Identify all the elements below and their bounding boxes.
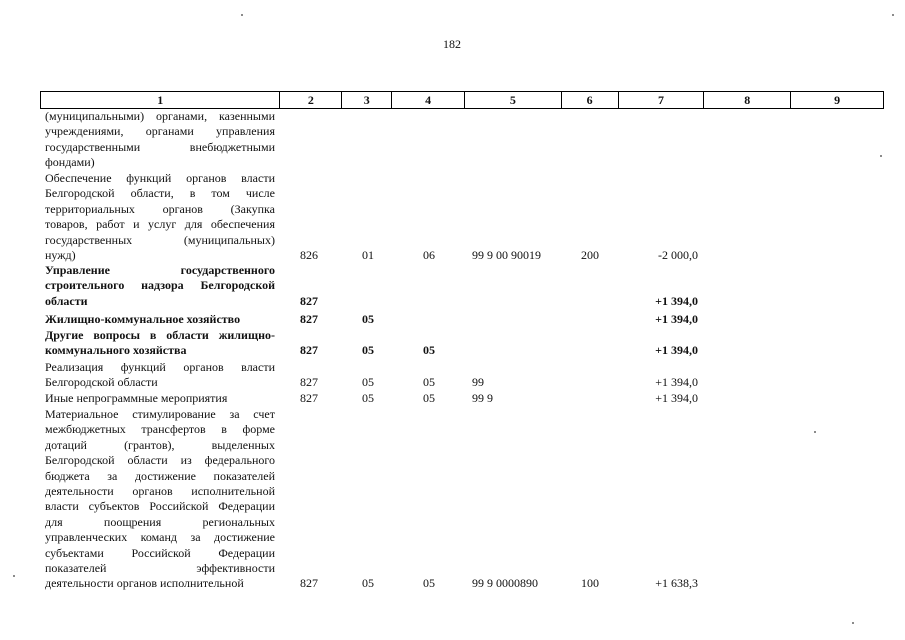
- row-cell-c2: 827: [300, 312, 318, 326]
- row-cell-c5: 99 9: [472, 391, 493, 405]
- description-line: Жилищно-коммунальное хозяйство: [45, 312, 241, 326]
- header-col-7: 7: [619, 92, 705, 108]
- table-header: [40, 91, 884, 109]
- row-cell-c5: 99: [472, 375, 484, 390]
- scan-speck: [880, 155, 882, 157]
- description-line: Иные непрограммные мероприятия: [45, 391, 228, 405]
- row-cell-c7: +1 394,0: [655, 391, 698, 405]
- description-line: Белгородской области: [45, 375, 158, 390]
- row-cell-c4: 05: [423, 576, 435, 591]
- row-cell-c7: +1 394,0: [655, 375, 698, 390]
- description-line: государственных (муниципальных): [45, 232, 275, 247]
- row-description: [45, 328, 275, 359]
- description-line: (муниципальными) органами, казенными: [45, 109, 275, 123]
- description-line: управленческих команд за достижение: [45, 530, 275, 545]
- row-cell-c2: 827: [300, 293, 318, 308]
- row-cell-c2: 827: [300, 576, 318, 591]
- scan-speck: [852, 622, 854, 624]
- description-line: учреждениями, органами управления: [45, 124, 275, 139]
- scan-speck: [892, 14, 894, 16]
- header-col-6: 6: [562, 92, 619, 108]
- scan-speck: [241, 14, 243, 16]
- description-line: Управление государственного: [45, 263, 275, 277]
- row-description: [45, 407, 275, 592]
- description-line: нужд): [45, 247, 76, 262]
- header-col-2: 2: [280, 92, 342, 108]
- description-line: дотаций (грантов), выделенных: [45, 437, 275, 452]
- row-cell-c6: 100: [581, 576, 599, 591]
- description-line: межбюджетных трансфертов в форме: [45, 422, 275, 437]
- description-line: фондами): [45, 155, 95, 170]
- description-line: Белгородской области, в том числе: [45, 186, 275, 201]
- description-line: коммунального хозяйства: [45, 343, 187, 358]
- row-cell-c3: 05: [362, 576, 374, 591]
- row-cell-c4: 05: [423, 391, 435, 405]
- row-description: [45, 360, 275, 391]
- header-col-4: 4: [392, 92, 465, 108]
- page-number: [0, 37, 905, 52]
- description-line: субъектами Российской Федерации: [45, 545, 275, 560]
- description-line: бюджета за достижение показателей: [45, 468, 275, 483]
- row-cell-c2: 827: [300, 375, 318, 390]
- scan-speck: [13, 575, 15, 577]
- row-cell-c7: +1 394,0: [655, 312, 698, 326]
- row-cell-c5: 99 9 0000890: [472, 576, 538, 591]
- description-line: показателей эффективности: [45, 560, 275, 575]
- description-line: территориальных органов (Закупка: [45, 201, 275, 216]
- description-line: Белгородской области из федерального: [45, 453, 275, 468]
- description-line: для поощрения региональных: [45, 514, 275, 529]
- row-description: [45, 391, 275, 406]
- row-cell-c4: 06: [423, 248, 435, 262]
- row-description: [45, 312, 275, 327]
- description-line: Другие вопросы в области жилищно-: [45, 328, 275, 342]
- row-cell-c3: 05: [362, 375, 374, 390]
- description-line: товаров, работ и услуг для обеспечения: [45, 217, 275, 232]
- description-line: строительного надзора Белгородской: [45, 278, 275, 293]
- row-description: [45, 109, 275, 171]
- row-cell-c7: +1 394,0: [655, 343, 698, 358]
- row-cell-c3: 01: [362, 248, 374, 262]
- header-col-8: 8: [704, 92, 791, 108]
- row-cell-c7: -2 000,0: [658, 248, 698, 262]
- row-cell-c2: 826: [300, 248, 318, 262]
- description-line: власти субъектов Российской Федерации: [45, 499, 275, 514]
- row-cell-c7: +1 394,0: [655, 293, 698, 308]
- description-line: Обеспечение функций органов власти: [45, 171, 275, 185]
- scan-speck: [814, 431, 816, 433]
- header-col-3: 3: [342, 92, 392, 108]
- description-line: Материальное стимулирование за счет: [45, 407, 275, 421]
- row-cell-c2: 827: [300, 343, 318, 358]
- row-cell-c4: 05: [423, 375, 435, 390]
- description-line: деятельности органов исполнительной: [45, 483, 275, 498]
- header-col-5: 5: [465, 92, 562, 108]
- row-cell-c7: +1 638,3: [655, 576, 698, 591]
- row-cell-c4: 05: [423, 343, 435, 358]
- row-description: [45, 263, 275, 309]
- row-cell-c3: 05: [362, 312, 374, 326]
- header-col-1: 1: [41, 92, 280, 108]
- row-cell-c6: 200: [581, 248, 599, 262]
- header-col-9: 9: [834, 93, 841, 107]
- page-number-text: 182: [443, 37, 461, 51]
- description-line: деятельности органов исполнительной: [45, 576, 244, 591]
- description-line: государственными внебюджетными: [45, 139, 275, 154]
- row-cell-c2: 827: [300, 391, 318, 405]
- description-line: области: [45, 293, 88, 308]
- description-line: Реализация функций органов власти: [45, 360, 275, 374]
- row-cell-c3: 05: [362, 391, 374, 405]
- row-cell-c5: 99 9 00 90019: [472, 248, 541, 262]
- row-description: [45, 171, 275, 263]
- row-cell-c3: 05: [362, 343, 374, 358]
